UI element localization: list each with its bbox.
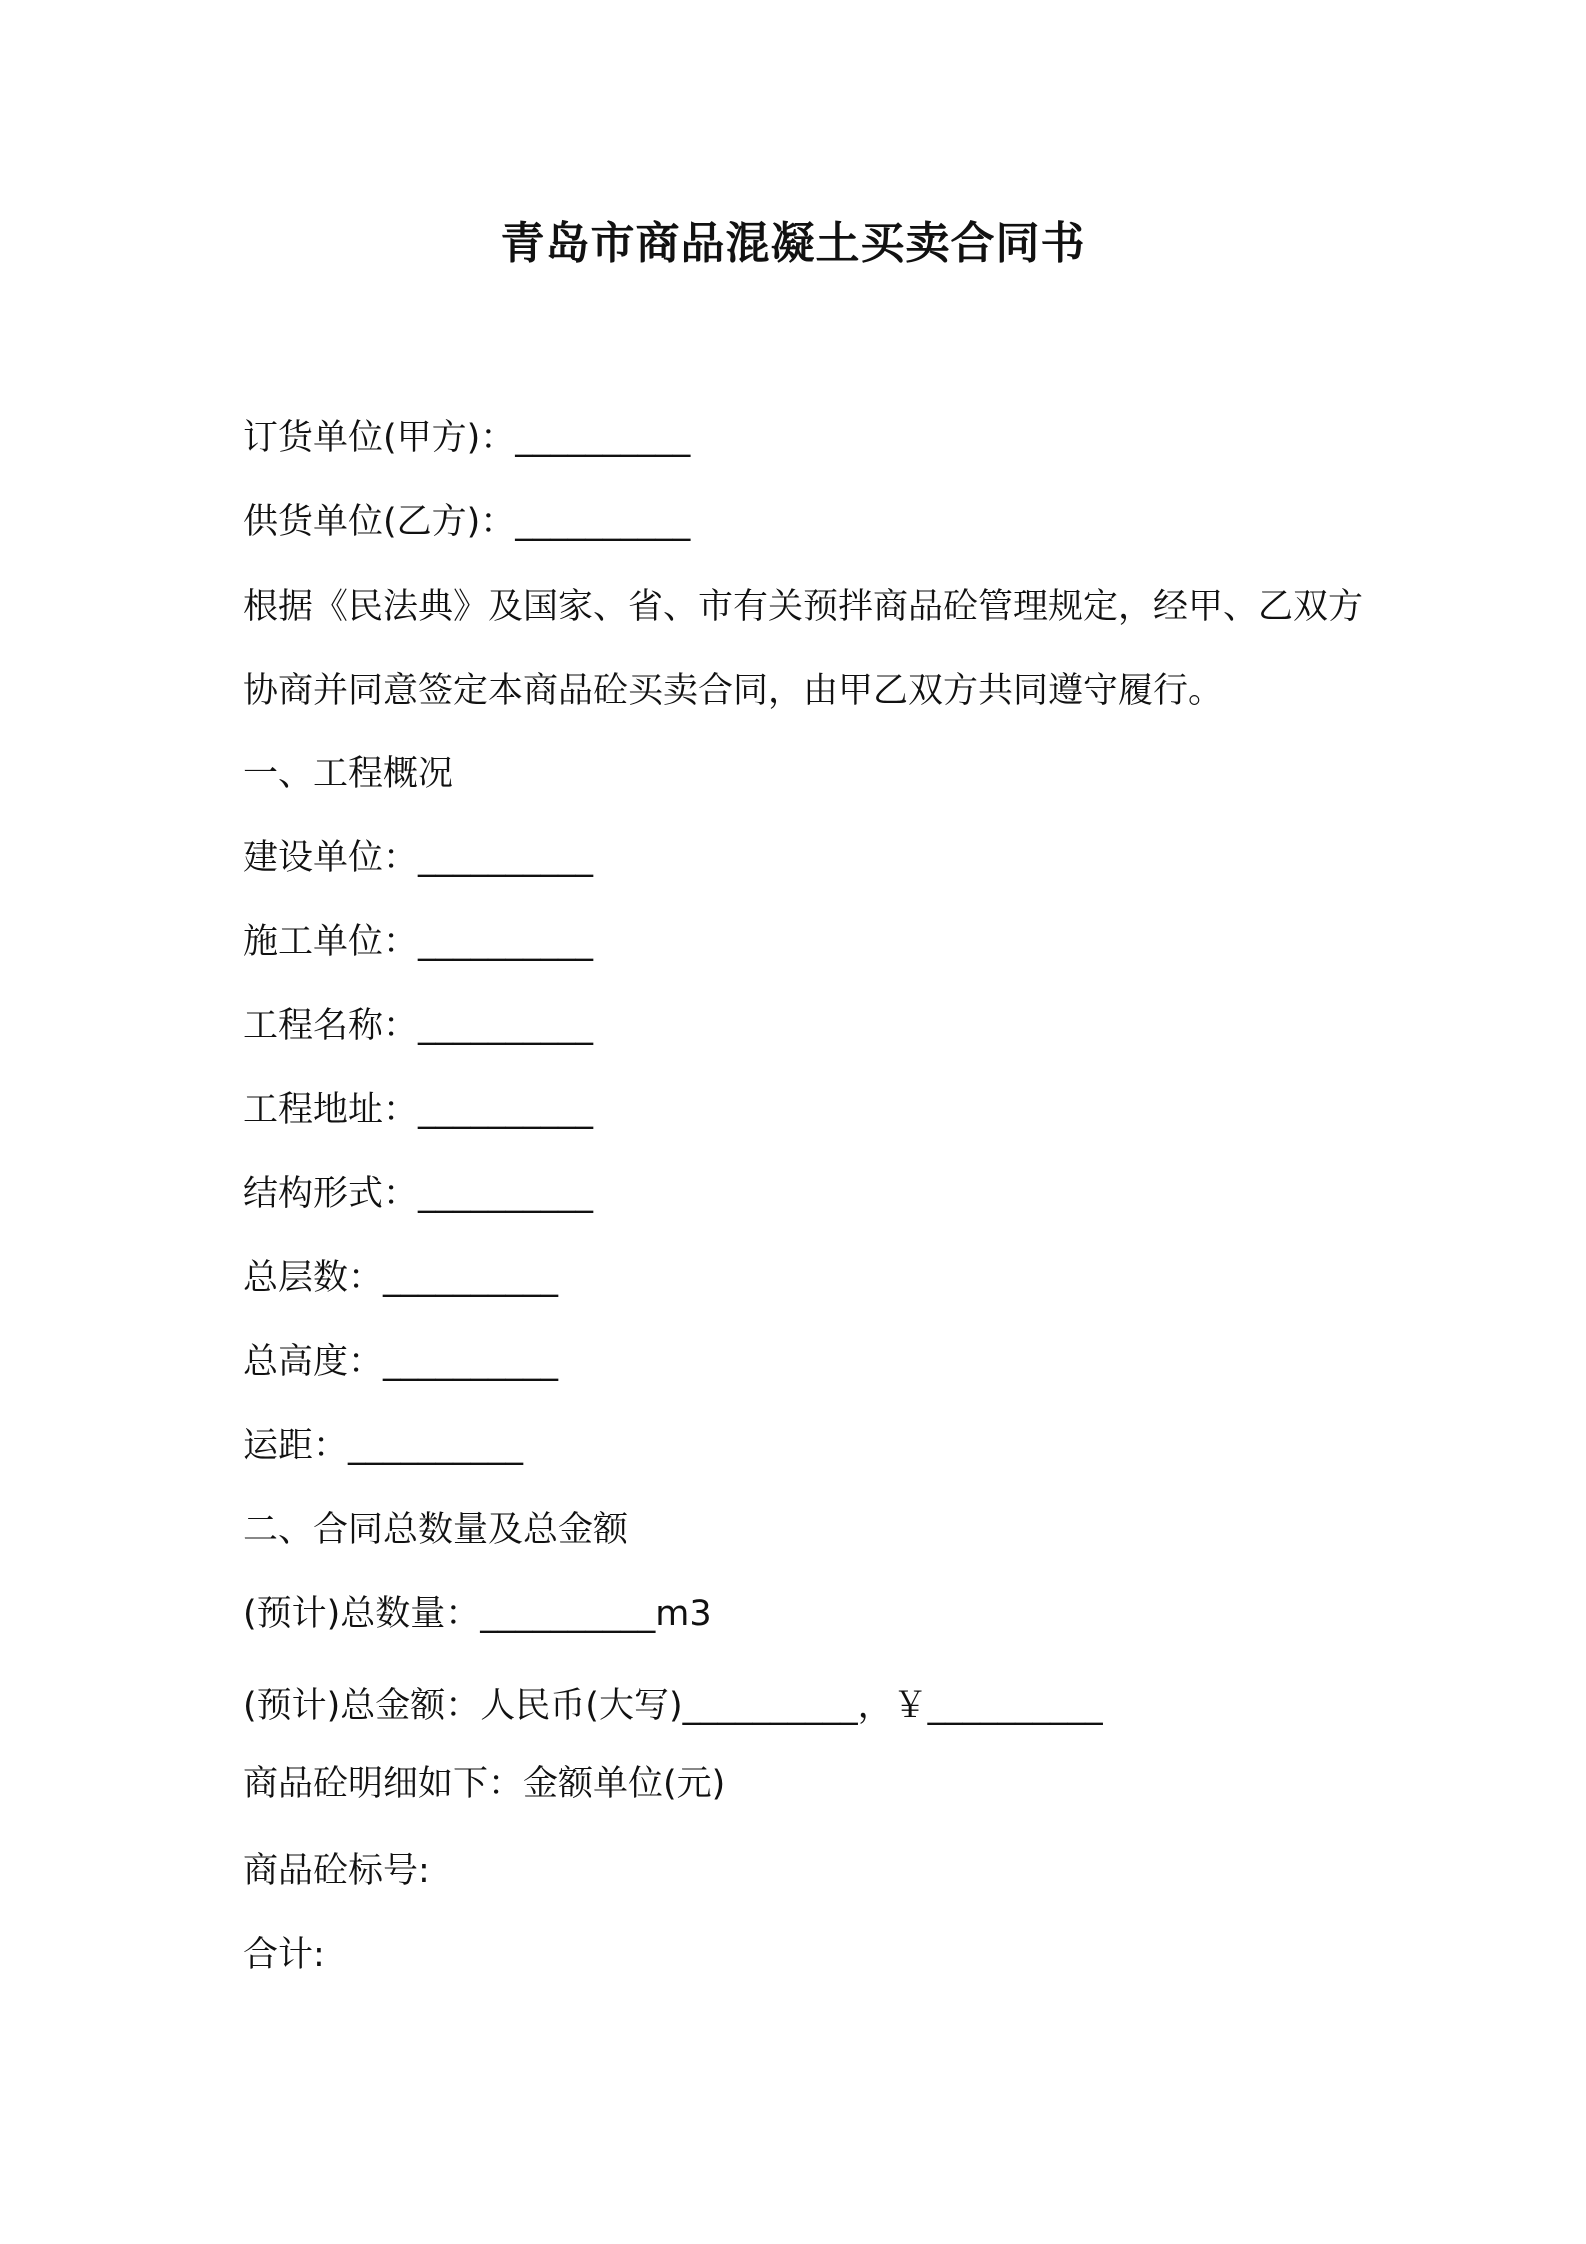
field-structure-type: 结构形式：__________: [243, 1174, 594, 1214]
field-construction-unit: 建设单位：__________: [243, 838, 594, 878]
field-transport-distance: 运距：__________: [243, 1426, 524, 1466]
total-line: 合计:: [243, 1935, 325, 1975]
seller-party-line: 供货单位(乙方)：__________: [243, 502, 691, 542]
field-total-height: 总高度：__________: [243, 1342, 559, 1382]
document-title: 青岛市商品混凝土买卖合同书: [500, 218, 1086, 269]
section-1-heading: 一、工程概况: [243, 754, 454, 794]
field-project-address: 工程地址：__________: [243, 1090, 594, 1130]
field-total-floors: 总层数：__________: [243, 1258, 559, 1298]
buyer-party-line: 订货单位(甲方)：__________: [243, 418, 691, 458]
section-2-heading: 二、合同总数量及总金额: [243, 1510, 629, 1550]
field-total-amount: (预计)总金额：人民币(大写)__________，￥__________: [243, 1686, 1103, 1726]
field-project-name: 工程名称：__________: [243, 1006, 594, 1046]
field-builder-unit: 施工单位：__________: [243, 922, 594, 962]
preamble-paragraph: 根据《民法典》及国家、省、市有关预拌商品砼管理规定，经甲、乙双方协商并同意签定本商品砼买卖合同，由甲乙双方共同遵守履行。: [243, 587, 1364, 711]
field-total-quantity: (预计)总数量：__________m3: [243, 1594, 712, 1634]
concrete-grade-line: 商品砼标号:: [243, 1851, 430, 1891]
concrete-detail-line: 商品砼明细如下：金额单位(元): [243, 1764, 726, 1804]
